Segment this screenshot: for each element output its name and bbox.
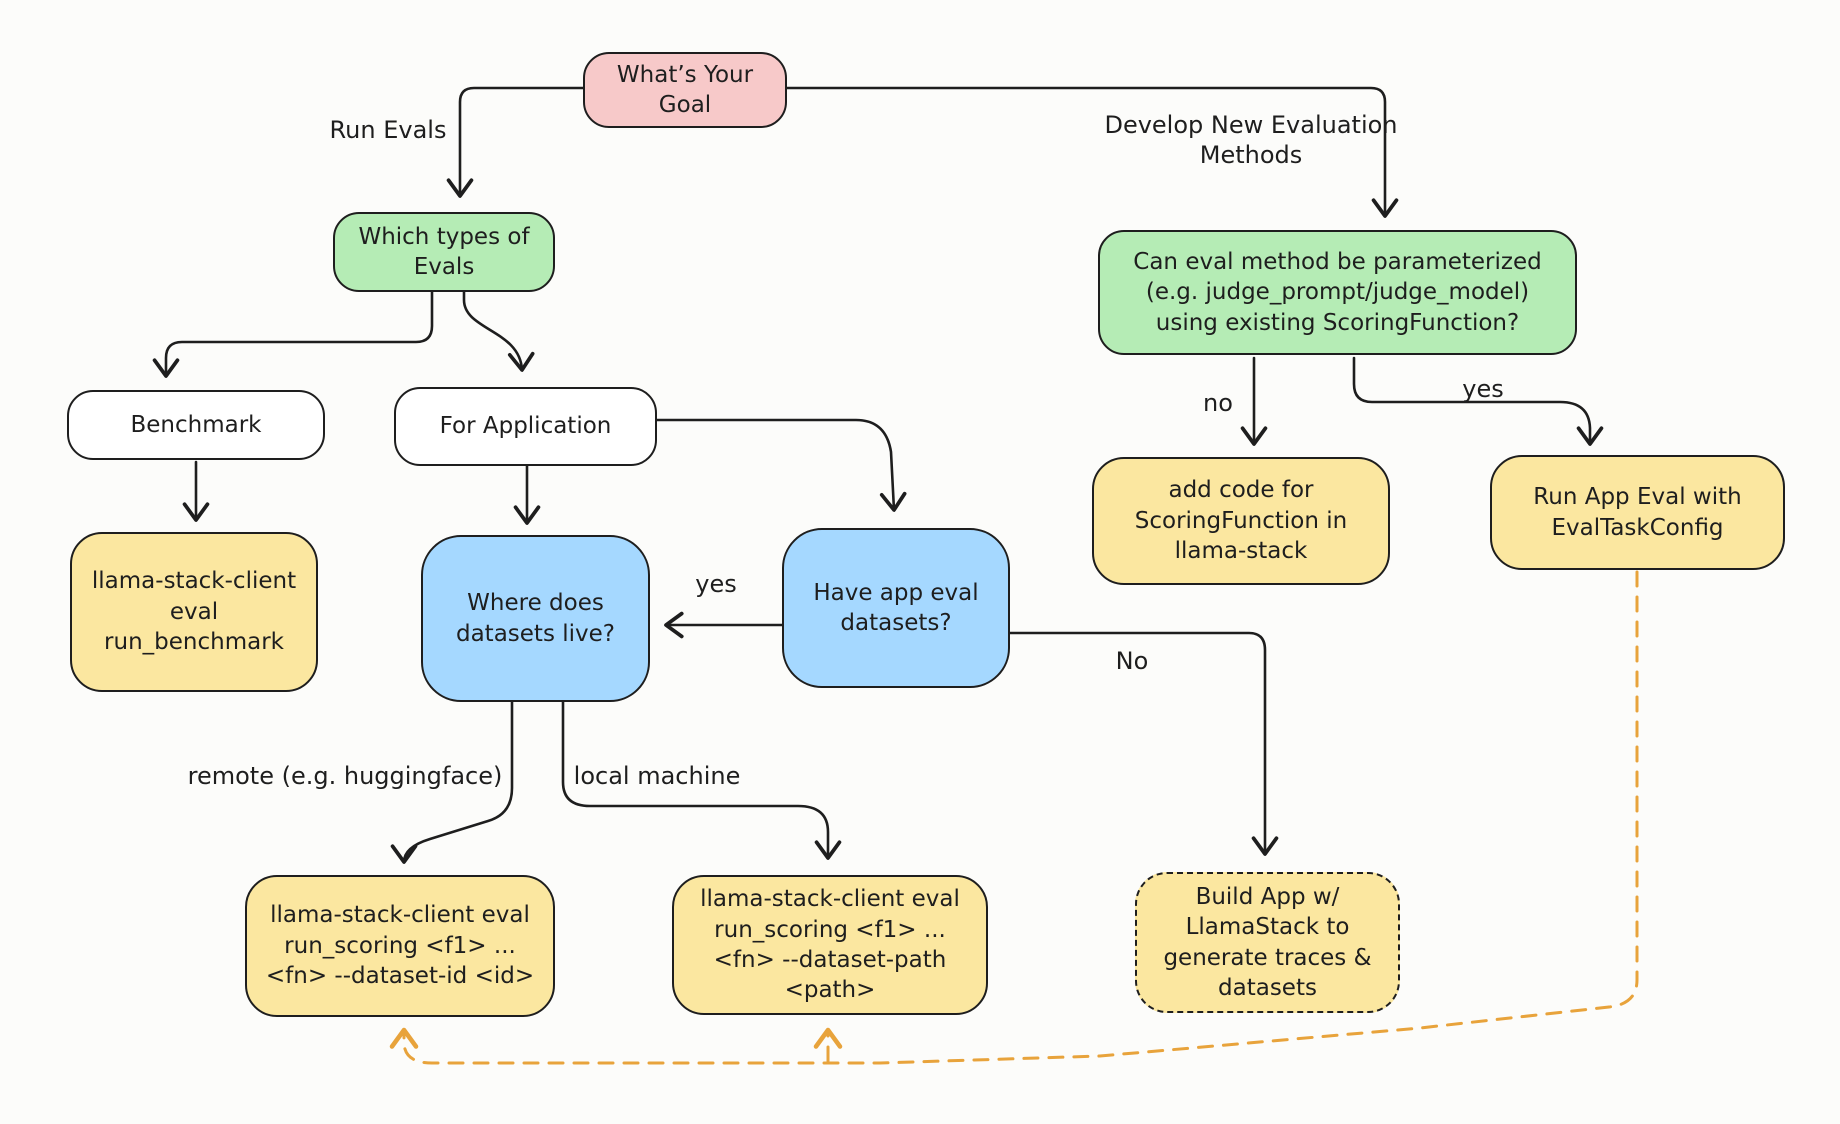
node-run-app-eval-with-evaltaskconfig (1490, 455, 1785, 570)
node-label: llama-stack-client eval run_scoring <f1> ... <fn> --dataset-path <path> (700, 886, 960, 1004)
node-label: What’s Your Goal (616, 61, 754, 118)
edge-which-types-to-for-application (464, 292, 522, 370)
edge-label-local-machine: local machine (573, 762, 741, 790)
node-label: Have app eval datasets? (813, 579, 979, 636)
edge-label-remote-huggingface: remote (e.g. huggingface) (187, 762, 503, 790)
node-label: Run App Eval with EvalTaskConfig (1533, 484, 1742, 541)
edge-label-run-evals: Run Evals (329, 116, 447, 144)
node-label: Can eval method be parameterized (e.g. judge_prompt/judge_model) using existing ScoringFunction? (1133, 248, 1542, 336)
edge-label-param-no: no (1203, 389, 1233, 417)
edge-which-types-to-benchmark (166, 292, 432, 376)
node-label: add code for ScoringFunction in llama-stack (1134, 477, 1348, 565)
node-label: llama-stack-client eval run_scoring <f1> ... <fn> --dataset-id <id> (265, 902, 535, 990)
edge-label-param-yes: yes (1462, 375, 1504, 403)
edge-label-have-datasets-yes: yes (695, 570, 737, 598)
edge-goal-to-which-types (460, 88, 583, 196)
edge-for-application-to-have-datasets (657, 420, 894, 510)
edge-label-have-datasets-no: No (1115, 647, 1149, 675)
node-label: llama-stack-client eval run_benchmark (91, 568, 297, 656)
node-run-scoring-dataset-id-command (245, 875, 555, 1017)
node-where-does-datasets-live (421, 535, 650, 702)
node-label: For Application (439, 413, 612, 440)
node-label: Where does datasets live? (455, 590, 615, 647)
node-benchmark (67, 390, 325, 460)
node-add-code-for-scoring-function (1092, 457, 1390, 585)
node-run-benchmark-command (70, 532, 318, 692)
node-have-app-eval-datasets (782, 528, 1010, 688)
node-label: Build App w/ LlamaStack to generate traces & datasets (1163, 883, 1372, 1001)
node-build-app-with-llamastack (1135, 872, 1400, 1013)
node-which-types-of-evals (333, 212, 555, 292)
node-for-application (394, 387, 657, 466)
node-whats-your-goal (583, 52, 787, 128)
node-label: Which types of Evals (358, 223, 530, 280)
node-label: Benchmark (130, 411, 262, 438)
edge-label-develop-new-evaluation-methods: Develop New Evaluation Methods (1104, 111, 1398, 169)
node-run-scoring-dataset-path-command (672, 875, 988, 1015)
node-can-eval-method-be-parameterized (1098, 230, 1577, 355)
